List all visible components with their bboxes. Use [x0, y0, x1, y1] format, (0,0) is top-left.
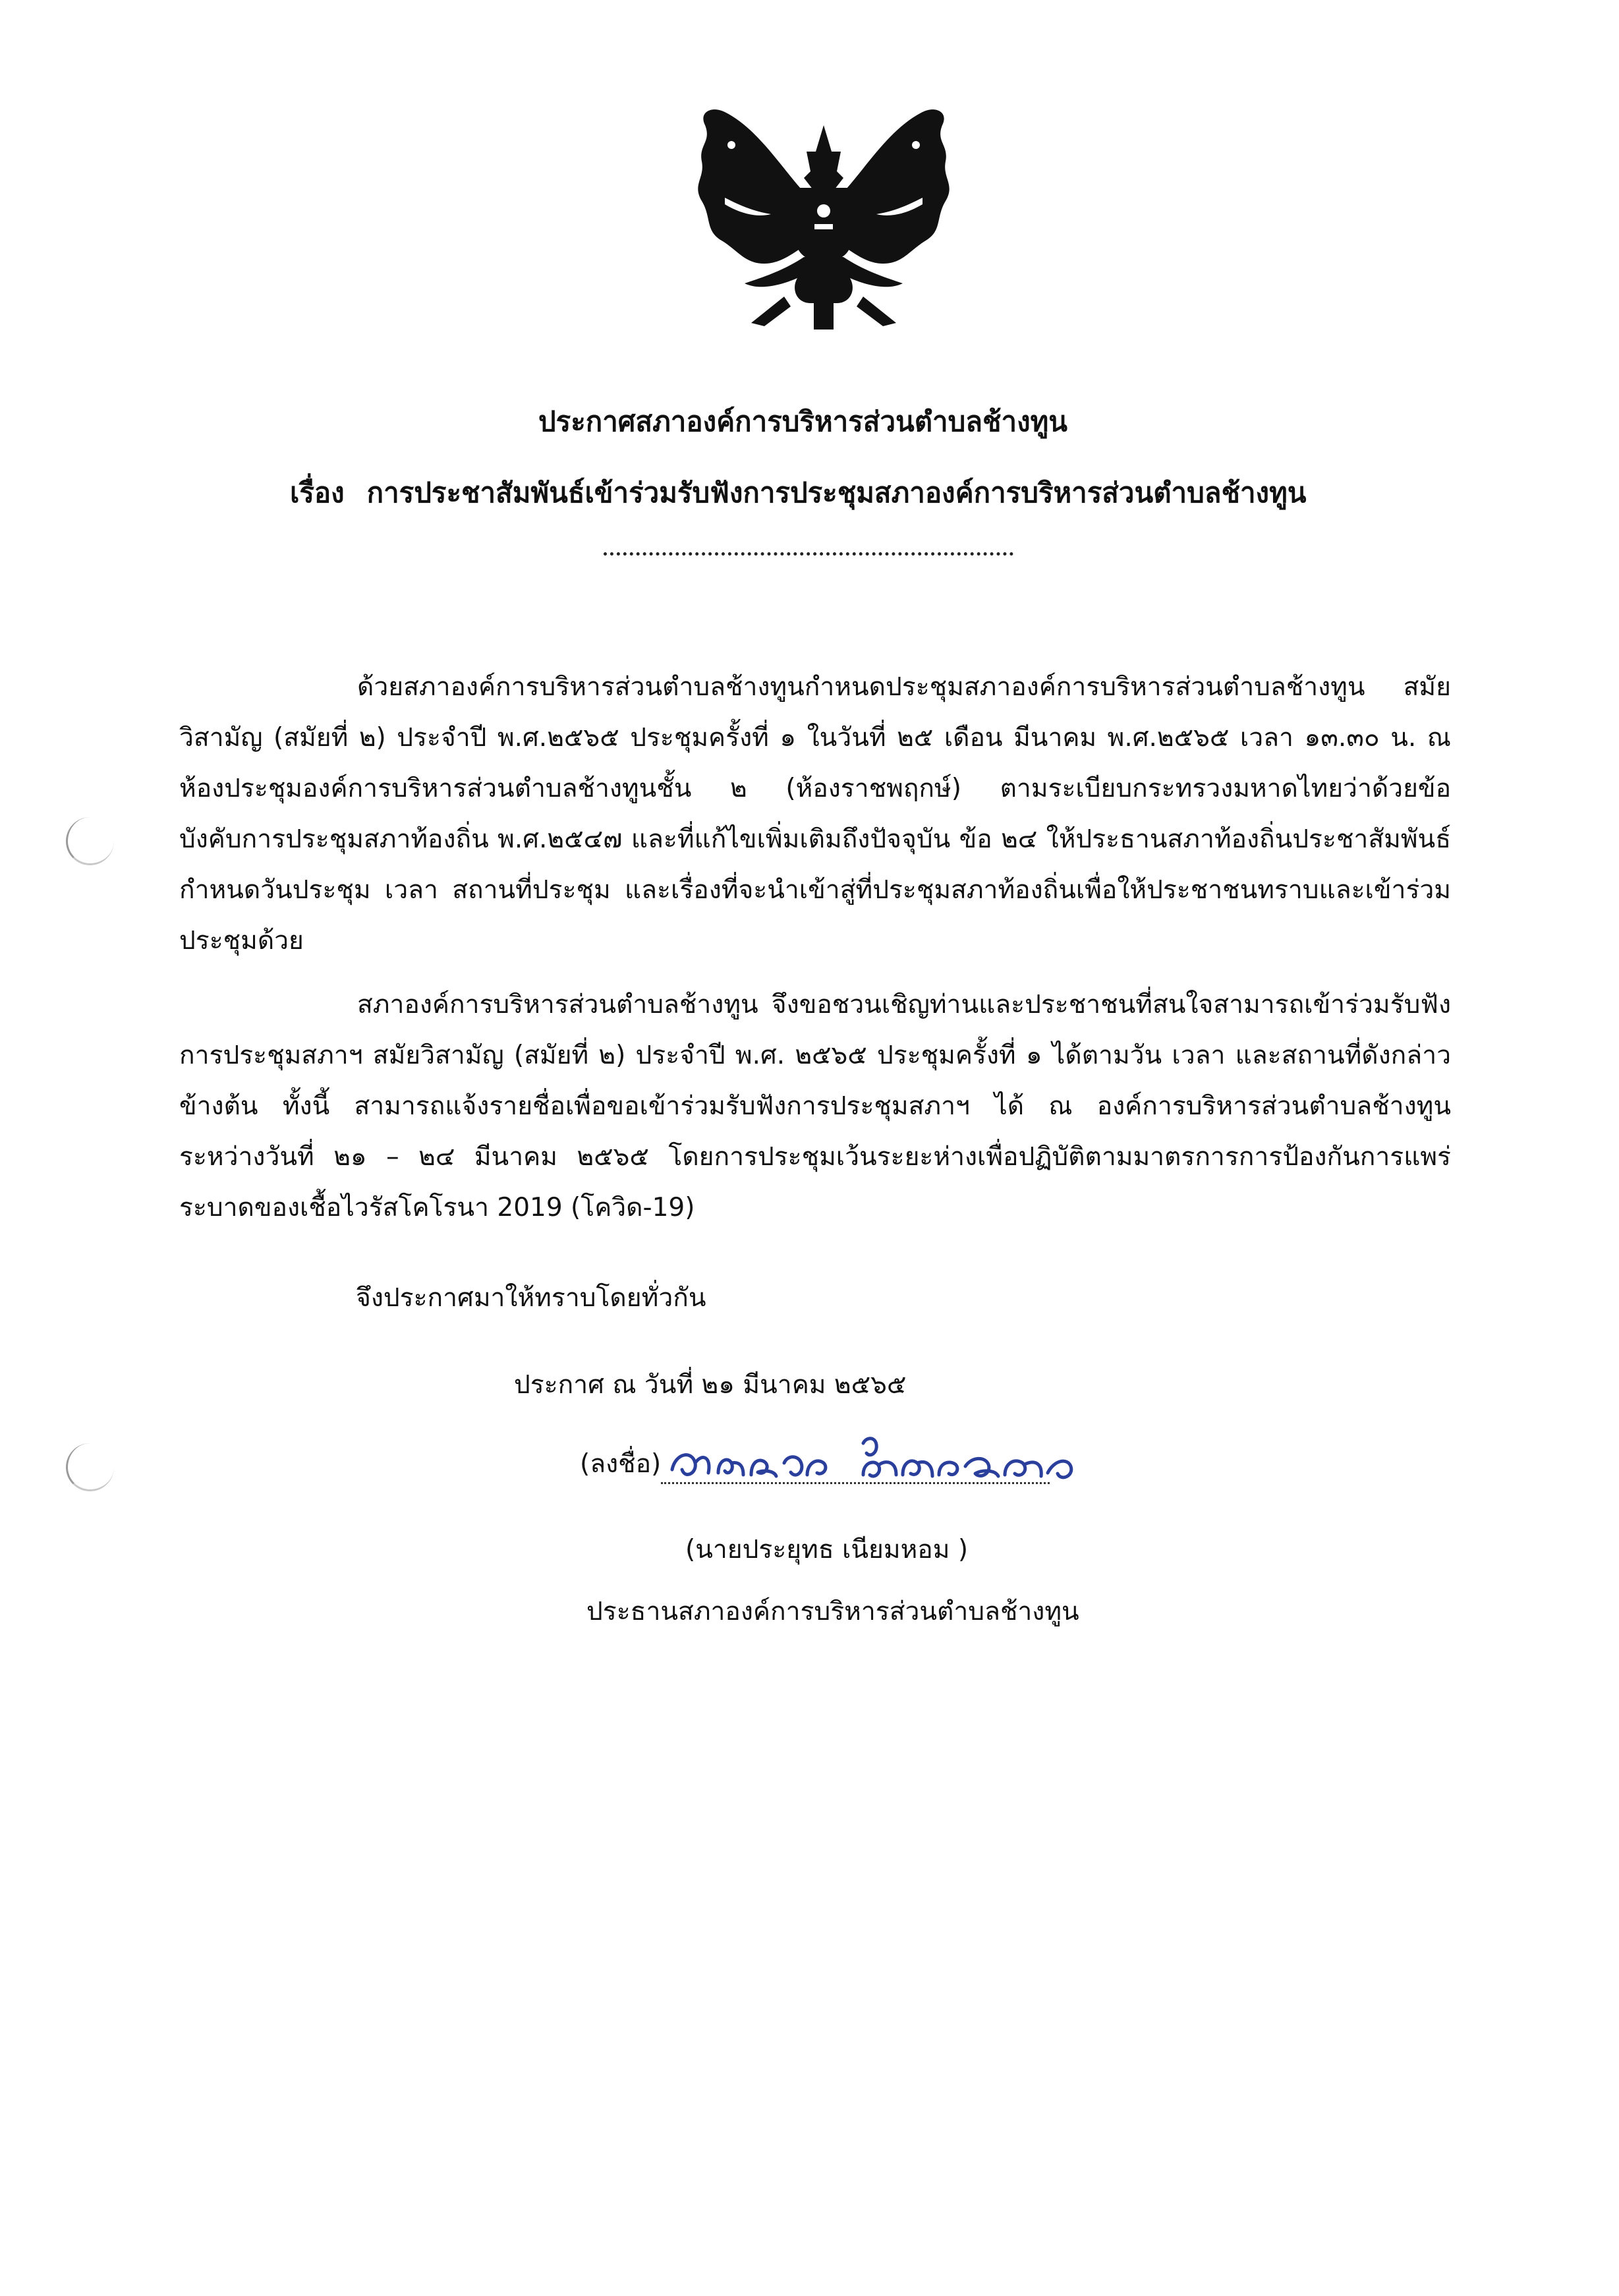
- subject-text: การประชาสัมพันธ์เข้าร่วมรับฟังการประชุมสภาองค์การบริหารส่วนตำบลช้างทูน: [366, 476, 1307, 509]
- punch-hole-mark: [66, 1443, 114, 1491]
- signer-printed-name: (นายประยุทธ เนียมหอม ): [685, 1535, 969, 1564]
- body-paragraph-1: ด้วยสภาองค์การบริหารส่วนตำบลช้างทูนกำหนดประชุมสภาองค์การบริหารส่วนตำบลช้างทูน สมัยวิสามัญ (สมัยที่ ๒) ประจำปี พ.ศ.๒๕๖๕ ประชุมครั้งที่ ๑ ในวันที่ ๒๕ เดือน มีนาคม พ.ศ.๒๕๖๕ เวลา ๑๓.๓๐ น. ณ ห้องประชุมองค์การบริหารส่วนตำบลช้างทูนชั้น ๒ (ห้องราชพฤกษ์) ตามระเบียบกระทรวงมหาดไทยว่าด้วยข้อบังคับการประชุมสภาท้องถิ่น พ.ศ.๒๕๔๗ และที่แก้ไขเพิ่มเติมถึงปัจจุบัน ข้อ ๒๔ ให้ประธานสภาท้องถิ่นประชาสัมพันธ์กำหนดวันประชุม เวลา สถานที่ประชุม และเรื่องที่จะนำเข้าสู่ที่ประชุมสภาท้องถิ่นเพื่อให้ประชาชนทราบและเข้าร่วมประชุมด้วย: [179, 672, 1451, 956]
- garuda-emblem-icon: [685, 105, 962, 333]
- announcement-title: ประกาศสภาองค์การบริหารส่วนตำบลช้างทูน: [538, 405, 1067, 438]
- dotted-separator: [604, 552, 1013, 556]
- subject-line: [290, 474, 1306, 511]
- signer-position: ประธานสภาองค์การบริหารส่วนตำบลช้างทูน: [586, 1597, 1079, 1626]
- sign-label: (ลงชื่อ): [580, 1449, 662, 1479]
- body-paragraph-2: สภาองค์การบริหารส่วนตำบลช้างทูน จึงขอชวนเชิญท่านและประชาชนที่สนใจสามารถเข้าร่วมรับฟังการประชุมสภาฯ สมัยวิสามัญ (สมัยที่ ๒) ประจำปี พ.ศ. ๒๕๖๕ ประชุมครั้งที่ ๑ ได้ตามวัน เวลา และสถานที่ดังกล่าวข้างต้น ทั้งนี้ สามารถแจ้งรายชื่อเพื่อขอเข้าร่วมรับฟังการประชุมสภาฯ ได้ ณ องค์การบริหารส่วนตำบลช้างทูน ระหว่างวันที่ ๒๑ – ๒๔ มีนาคม ๒๕๖๕ โดยการประชุมเว้นระยะห่างเพื่อปฏิบัติตามมาตรการการป้องกันการแพร่ระบาดของเชื้อไวรัสโคโรนา 2019 (โควิด-19): [179, 990, 1451, 1222]
- closing-statement: จึงประกาศมาให้ทราบโดยทั่วกัน: [356, 1283, 706, 1313]
- subject-label: เรื่อง: [290, 476, 345, 509]
- punch-hole-mark: [66, 817, 114, 865]
- announcement-date: ประกาศ ณ วันที่ ๒๑ มีนาคม ๒๕๖๕: [514, 1370, 907, 1400]
